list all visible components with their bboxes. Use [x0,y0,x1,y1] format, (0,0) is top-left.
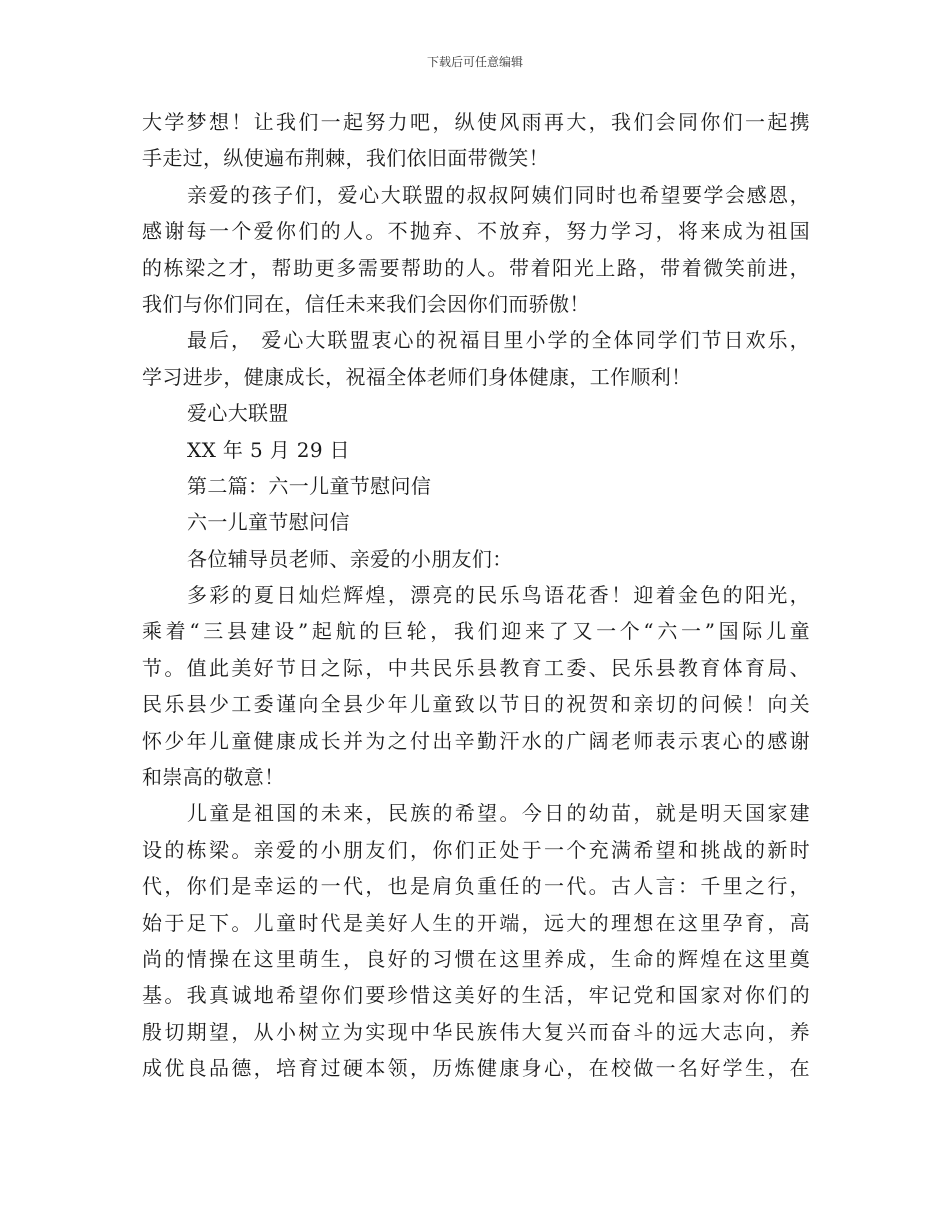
text-line: 成优良品德，培育过硬本领，历炼健康身心，在校做一名好学生，在 [142,1056,810,1081]
text-line: 学习进步，健康成长，祝福全体老师们身体健康，工作顺利！ [142,364,692,389]
text-line: 民乐县少工委谨向全县少年儿童致以节日的祝贺和亲切的问候！向关 [142,692,810,717]
text-line: 六一儿童节慰问信 [187,510,350,535]
text-line: 我们与你们同在，信任未来我们会因你们而骄傲！ [142,291,590,316]
text-line: 感谢每一个爱你们的人。不抛弃、不放弃，努力学习，将来成为祖国 [142,219,810,244]
text-line: 怀少年儿童健康成长并为之付出辛勤汗水的广阔老师表示衷心的感谢 [142,728,810,753]
text-line: 的栋梁之才，帮助更多需要帮助的人。带着阳光上路，带着微笑前进， [142,255,810,280]
text-line: 儿童是祖国的未来，民族的希望。今日的幼苗，就是明天国家建 [187,801,810,826]
text-line: 代，你们是幸运的一代，也是肩负重任的一代。古人言：千里之行， [142,874,810,899]
text-line: 多彩的夏日灿烂辉煌，漂亮的民乐鸟语花香！迎着金色的阳光， [187,583,810,608]
text-line: 第二篇：六一儿童节慰问信 [187,473,432,498]
document-body [142,104,810,1087]
text-line: 手走过，纵使遍布荆棘，我们依旧面带微笑！ [142,146,549,171]
text-line: 基。我真诚地希望你们要珍惜这美好的生活，牢记党和国家对你们的 [142,983,810,1008]
text-line: 乘着“三县建设”起航的巨轮，我们迎来了又一个“六一”国际儿童 [142,619,810,644]
text-line: 始于足下。儿童时代是美好人生的开端，远大的理想在这里孕育，高 [142,910,810,935]
text-line: 设的栋梁。亲爱的小朋友们，你们正处于一个充满希望和挑战的新时 [142,837,810,862]
text-line: 大学梦想！让我们一起努力吧，纵使风雨再大，我们会同你们一起携 [142,110,810,134]
text-line: 殷切期望，从小树立为实现中华民族伟大复兴而奋斗的远大志向，养 [142,1019,810,1044]
text-line: 和崇高的敬意！ [142,765,285,790]
text-line: 亲爱的孩子们，爱心大联盟的叔叔阿姨们同时也希望要学会感恩， [187,182,810,207]
text-line: 最后， 爱心大联盟衷心的祝福目里小学的全体同学们节日欢乐， [187,328,810,353]
page-header-note: 下载后可任意编辑 [426,55,523,69]
text-line: 各位辅导员老师、亲爱的小朋友们： [187,546,513,571]
text-line: 尚的情操在这里萌生，良好的习惯在这里养成，生命的辉煌在这里奠 [142,946,810,971]
text-line: 节。值此美好节日之际，中共民乐县教育工委、民乐县教育体育局、 [142,655,810,680]
text-line: XX 年 5 月 29 日 [187,437,350,462]
text-line: 爱心大联盟 [187,401,289,426]
